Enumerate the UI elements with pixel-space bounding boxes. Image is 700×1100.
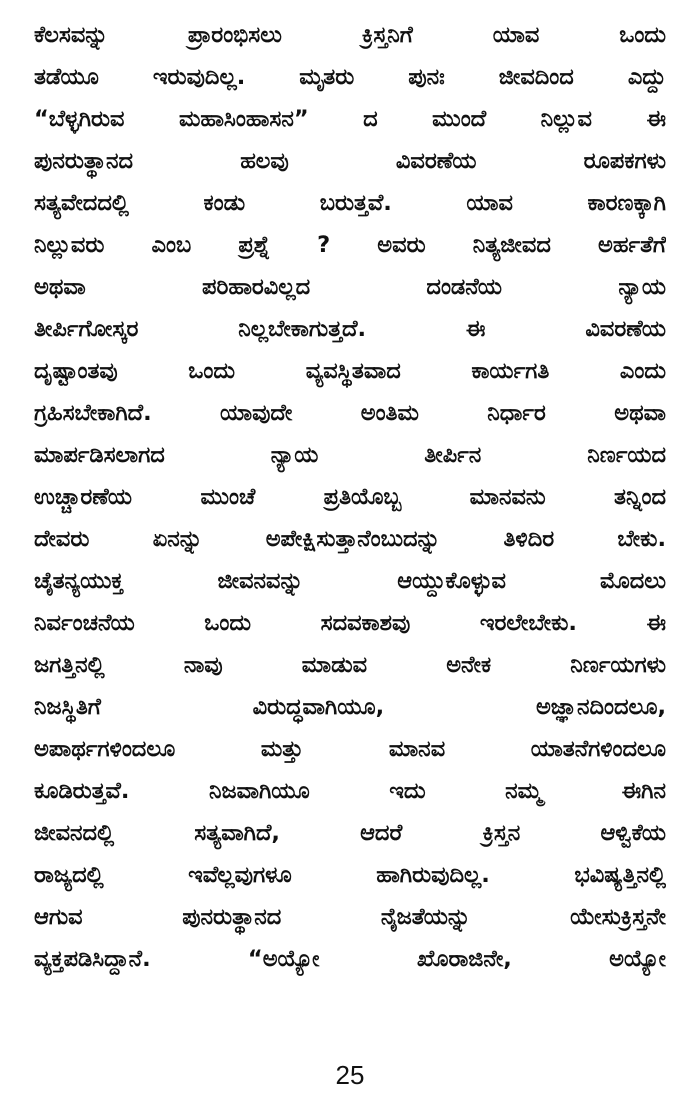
text-line: ಪುನರುತ್ಥಾನದ ಹಲವು ವಿವರಣೆಯ ರೂಪಕಗಳು [34,148,666,174]
text-line: ಸತ್ಯವೇದದಲ್ಲಿ ಕಂಡು ಬರುತ್ತವೆ. ಯಾವ ಕಾರಣಕ್ಕಾಗಿ [34,190,666,216]
page-number: 25 [335,1060,365,1090]
text-line: ಚೈತನ್ಯಯುಕ್ತ ಜೀವನವನ್ನು ಆಯ್ದುಕೊಳ್ಳುವ ಮೊದಲು [34,568,666,594]
text-line: ಅಥವಾ ಪರಿಹಾರವಿಲ್ಲದ ದಂಡನೆಯ ನ್ಯಾಯ [34,274,666,300]
text-line: ಜೀವನದಲ್ಲಿ ಸತ್ಯವಾಗಿದೆ, ಆದರೆ ಕ್ರಿಸ್ತನ ಆಳ್ವಿಕೆಯ [34,820,666,846]
text-line: ತೀರ್ಪಿಗೋಸ್ಕರ ನಿಲ್ಲಬೇಕಾಗುತ್ತದೆ. ಈ ವಿವರಣೆಯ [34,316,666,342]
text-line: ಮಾರ್ಪಡಿಸಲಾಗದ ನ್ಯಾಯ ತೀರ್ಪಿನ ನಿರ್ಣಯದ [34,442,666,468]
text-line: ಕೆಲಸವನ್ನು ಪ್ರಾರಂಭಿಸಲು ಕ್ರಿಸ್ತನಿಗೆ ಯಾವ ಒಂದು [34,22,666,48]
text-line: ನಿಲ್ಲುವರು ಎಂಬ ಪ್ರಶ್ನೆ ? ಅವರು ನಿತ್ಯಜೀವದ ಅರ್ಹತೆಗೆ [34,232,666,258]
text-line: ತಡೆಯೂ ಇರುವುದಿಲ್ಲ. ಮೃತರು ಪುನಃ ಜೀವದಿಂದ ಎದ್ದು [34,64,666,90]
document-page [34,14,666,1054]
text-line: ರಾಜ್ಯದಲ್ಲಿ ಇವೆಲ್ಲವುಗಳೂ ಹಾಗಿರುವುದಿಲ್ಲ. ಭವಿಷ್ಯತ್ತಿನಲ್ಲಿ [34,862,666,888]
text-line: ದೃಷ್ಟಾಂತವು ಒಂದು ವ್ಯವಸ್ಥಿತವಾದ ಕಾರ್ಯಗತಿ ಎಂದು [34,358,666,384]
text-line: ನಿರ್ವಂಚನೆಯ ಒಂದು ಸದವಕಾಶವು ಇರಲೇಬೇಕು. ಈ [34,610,666,636]
text-line: ಅಪಾರ್ಥಗಳಿಂದಲೂ ಮತ್ತು ಮಾನವ ಯಾತನೆಗಳಿಂದಲೂ [34,736,666,762]
text-line: ವ್ಯಕ್ತಪಡಿಸಿದ್ದಾನೆ. “ಅಯ್ಯೋ ಖೊರಾಜಿನೇ, ಅಯ್ಯೋ [34,946,666,972]
text-line: ಕೂಡಿರುತ್ತವೆ. ನಿಜವಾಗಿಯೂ ಇದು ನಮ್ಮ ಈಗಿನ [34,778,666,804]
text-line: ದೇವರು ಏನನ್ನು ಅಪೇಕ್ಷಿಸುತ್ತಾನೆಂಬುದನ್ನು ತಿಳಿದಿರ ಬೇಕು. [34,526,666,552]
text-line: ನಿಜಸ್ಥಿತಿಗೆ ವಿರುದ್ಧವಾಗಿಯೂ, ಅಜ್ಞಾನದಿಂದಲೂ, [34,694,666,720]
text-line: ಉಚ್ಚಾರಣೆಯ ಮುಂಚೆ ಪ್ರತಿಯೊಬ್ಬ ಮಾನವನು ತನ್ನಿಂದ [34,484,666,510]
text-line: ಗ್ರಹಿಸಬೇಕಾಗಿದೆ. ಯಾವುದೇ ಅಂತಿಮ ನಿರ್ಧಾರ ಅಥವಾ [34,400,666,426]
text-line: “ಬೆಳ್ಳಗಿರುವ ಮಹಾಸಿಂಹಾಸನ” ದ ಮುಂದೆ ನಿಲ್ಲುವ ಈ [34,106,666,132]
text-line: ಆಗುವ ಪುನರುತ್ಥಾನದ ನೈಜತೆಯನ್ನು ಯೇಸುಕ್ರಿಸ್ತನೇ [34,904,666,930]
text-line: ಜಗತ್ತಿನಲ್ಲಿ ನಾವು ಮಾಡುವ ಅನೇಕ ನಿರ್ಣಯಗಳು [34,652,666,678]
